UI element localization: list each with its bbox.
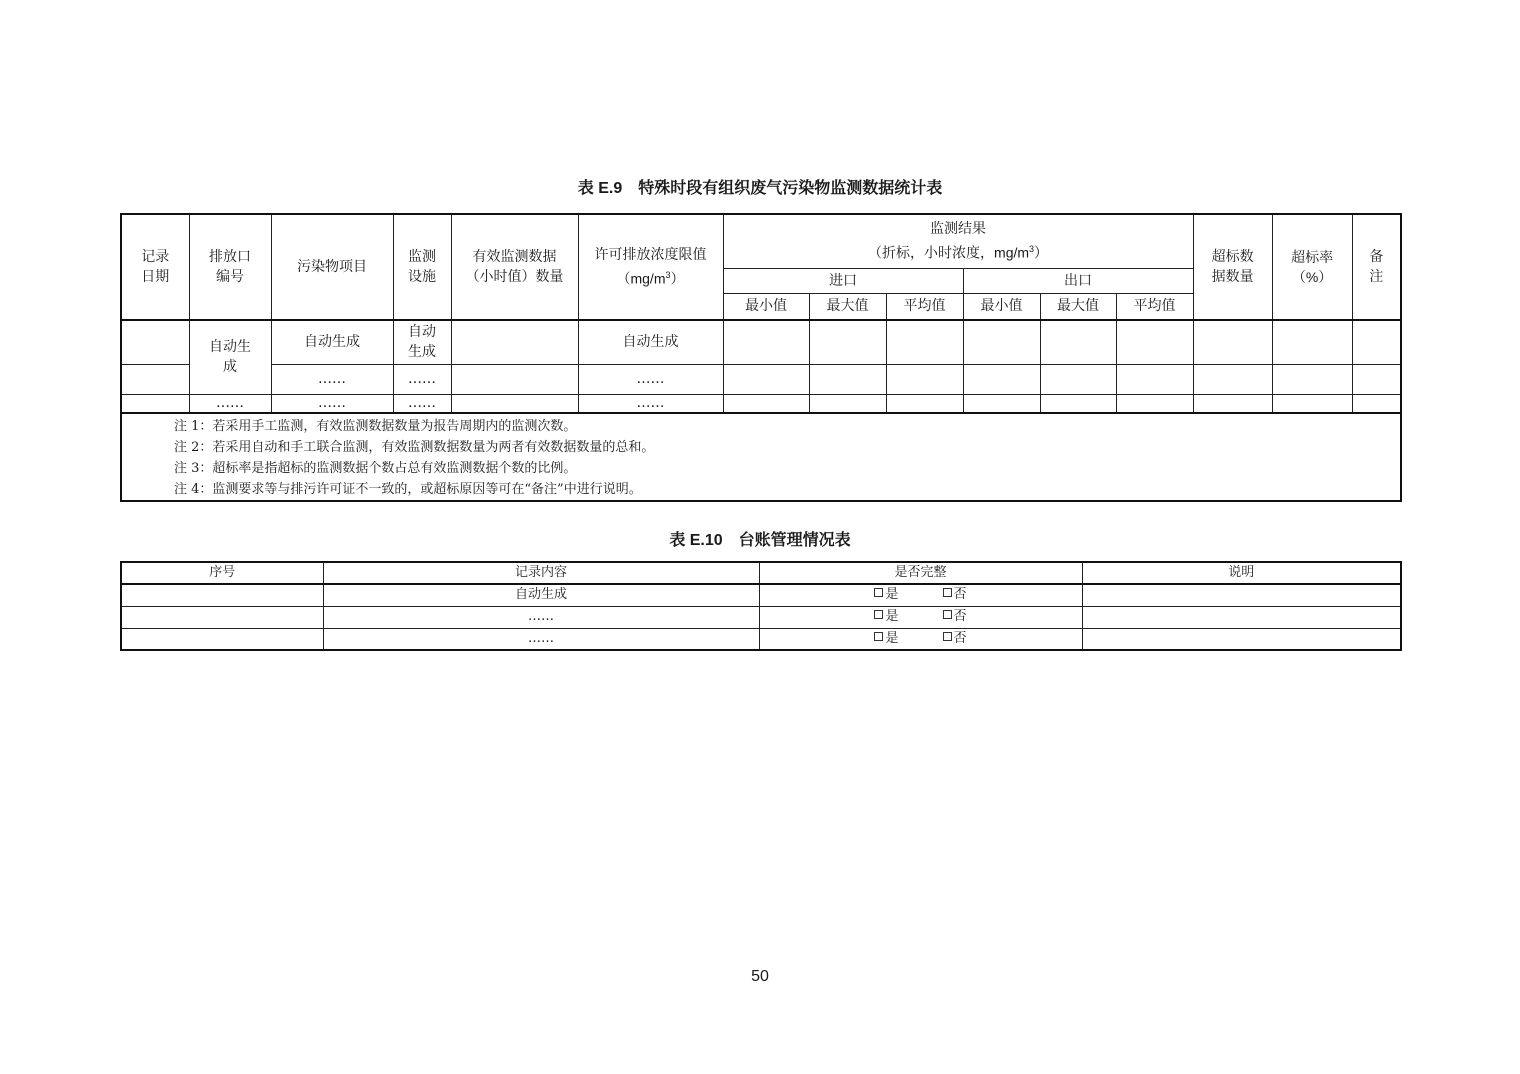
header-facility: 监测设施 <box>393 214 451 320</box>
header-outlet: 出口 <box>963 268 1193 293</box>
cell-limit-auto: 自动生成 <box>578 320 723 364</box>
table-e9 <box>120 213 1402 502</box>
header-permit-limit: 许可排放浓度限值 $(mg/m^3)$ <box>578 214 723 320</box>
header-pollutant: 污染物项目 <box>271 214 393 320</box>
table-row: …… 是 否 <box>121 606 1401 628</box>
header-remark: 备注 <box>1352 214 1401 320</box>
cell-outlet-auto: 自动生成 <box>189 320 271 394</box>
note-4: 注 4：监测要求等与排污许可证不一致的，或超标原因等可在“备注”中进行说明。 <box>174 482 642 497</box>
table-e9-notes <box>121 413 1401 501</box>
header-inlet: 进口 <box>723 268 963 293</box>
header-outlet-min: 最小值 <box>963 293 1040 320</box>
header-desc: 说明 <box>1082 562 1401 584</box>
header-monitoring-result: 监测结果 （折标，小时浓度，$mg/m^3$） <box>723 214 1193 268</box>
header-content: 记录内容 <box>323 562 759 584</box>
header-inlet-max: 最大值 <box>809 293 886 320</box>
header-outlet-max: 最大值 <box>1040 293 1116 320</box>
header-exceed-count: 超标数据数量 <box>1193 214 1272 320</box>
note-3: 注 3：超标率是指超标的监测数据个数占总有效监测数据个数的比例。 <box>174 461 577 476</box>
table-row: …… 是 否 <box>121 628 1401 650</box>
header-outlet-avg: 平均值 <box>1116 293 1193 320</box>
header-record-date: 记录日期 <box>121 214 189 320</box>
header-valid-count: 有效监测数据（小时值）数量 <box>451 214 578 320</box>
table-row <box>121 320 1401 364</box>
table-row: …… …… …… <box>121 364 1401 394</box>
checkbox-no[interactable] <box>943 588 952 597</box>
table-row: 自动生成 是 否 <box>121 584 1401 606</box>
table-e10-title: 表 E.10 台账管理情况表 <box>669 532 851 549</box>
header-outlet-no: 排放口编号 <box>189 214 271 320</box>
checkbox-yes[interactable] <box>874 610 883 619</box>
header-inlet-avg: 平均值 <box>886 293 963 320</box>
table-row: …… …… …… …… <box>121 394 1401 413</box>
header-inlet-min: 最小值 <box>723 293 809 320</box>
header-exceed-rate: 超标率（%） <box>1272 214 1352 320</box>
table-e9-title: 表 E.9 特殊时段有组织废气污染物监测数据统计表 <box>577 180 943 197</box>
note-2: 注 2：若采用自动和手工联合监测，有效监测数据数量为两者有效数据数量的总和。 <box>174 440 655 455</box>
header-complete: 是否完整 <box>759 562 1082 584</box>
page-number: 50 <box>751 968 769 985</box>
cell-pollutant-auto: 自动生成 <box>271 320 393 364</box>
note-1: 注 1：若采用手工监测，有效监测数据数量为报告周期内的监测次数。 <box>174 419 577 434</box>
checkbox-no[interactable] <box>943 610 952 619</box>
checkbox-yes[interactable] <box>874 588 883 597</box>
cell-facility-auto: 自动生成 <box>393 320 451 364</box>
checkbox-yes[interactable] <box>874 632 883 641</box>
checkbox-no[interactable] <box>943 632 952 641</box>
table-e10 <box>120 561 1402 651</box>
header-seq: 序号 <box>121 562 323 584</box>
